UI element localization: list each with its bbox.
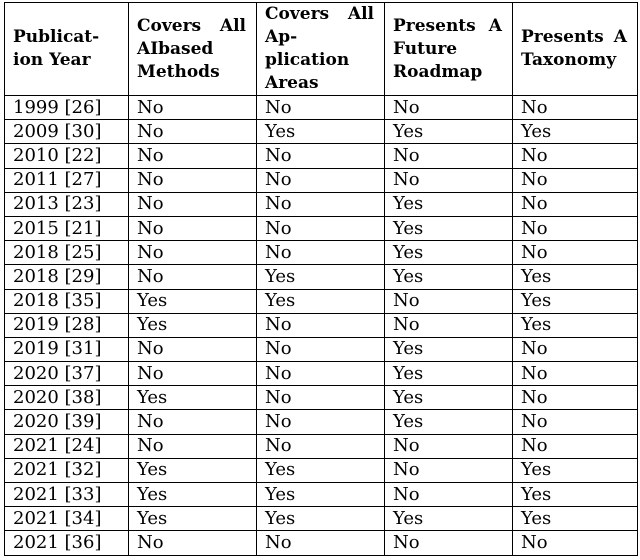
- application-areas-cell: Yes: [257, 289, 385, 313]
- table-row: [5, 289, 638, 313]
- application-areas-cell: No: [257, 96, 385, 120]
- future-roadmap-cell: No: [385, 168, 513, 192]
- header-covers-application-areas: Covers All Application Areas: [257, 3, 385, 96]
- application-areas-cell: No: [257, 241, 385, 265]
- ai-methods-cell: Yes: [129, 289, 257, 313]
- taxonomy-cell: No: [513, 144, 638, 168]
- application-areas-cell: No: [257, 313, 385, 337]
- future-roadmap-cell: Yes: [385, 507, 513, 531]
- taxonomy-cell: Yes: [513, 313, 638, 337]
- application-areas-cell: Yes: [257, 507, 385, 531]
- future-roadmap-cell: Yes: [385, 216, 513, 240]
- future-roadmap-cell: No: [385, 483, 513, 507]
- ai-methods-cell: No: [129, 531, 257, 555]
- future-roadmap-cell: No: [385, 531, 513, 555]
- taxonomy-cell: Yes: [513, 483, 638, 507]
- ai-methods-cell: No: [129, 216, 257, 240]
- table-row: [5, 434, 638, 458]
- taxonomy-cell: No: [513, 192, 638, 216]
- future-roadmap-cell: No: [385, 144, 513, 168]
- taxonomy-cell: Yes: [513, 507, 638, 531]
- table-row: [5, 168, 638, 192]
- ai-methods-cell: Yes: [129, 458, 257, 482]
- ai-methods-cell: No: [129, 362, 257, 386]
- publication-year-cell: 2020 [38]: [5, 386, 129, 410]
- future-roadmap-cell: No: [385, 96, 513, 120]
- taxonomy-cell: No: [513, 96, 638, 120]
- ai-methods-cell: No: [129, 410, 257, 434]
- taxonomy-cell: No: [513, 337, 638, 361]
- application-areas-cell: No: [257, 362, 385, 386]
- taxonomy-cell: Yes: [513, 265, 638, 289]
- future-roadmap-cell: Yes: [385, 192, 513, 216]
- publication-year-cell: 2013 [23]: [5, 192, 129, 216]
- ai-methods-cell: Yes: [129, 507, 257, 531]
- publication-year-cell: 2018 [29]: [5, 265, 129, 289]
- publication-year-cell: 2020 [37]: [5, 362, 129, 386]
- taxonomy-cell: No: [513, 241, 638, 265]
- table-row: [5, 313, 638, 337]
- table-row: [5, 120, 638, 144]
- publication-year-cell: 2011 [27]: [5, 168, 129, 192]
- ai-methods-cell: Yes: [129, 313, 257, 337]
- future-roadmap-cell: Yes: [385, 386, 513, 410]
- application-areas-cell: No: [257, 531, 385, 555]
- ai-methods-cell: No: [129, 96, 257, 120]
- table-row: [5, 265, 638, 289]
- application-areas-cell: No: [257, 216, 385, 240]
- taxonomy-cell: Yes: [513, 289, 638, 313]
- publication-year-cell: 2021 [33]: [5, 483, 129, 507]
- future-roadmap-cell: No: [385, 289, 513, 313]
- future-roadmap-cell: Yes: [385, 120, 513, 144]
- table-header: [5, 3, 638, 96]
- publication-year-cell: 1999 [26]: [5, 96, 129, 120]
- publication-year-cell: 2018 [35]: [5, 289, 129, 313]
- ai-methods-cell: No: [129, 434, 257, 458]
- taxonomy-cell: No: [513, 362, 638, 386]
- future-roadmap-cell: Yes: [385, 410, 513, 434]
- future-roadmap-cell: Yes: [385, 362, 513, 386]
- taxonomy-cell: No: [513, 531, 638, 555]
- future-roadmap-cell: No: [385, 458, 513, 482]
- publication-year-cell: 2019 [31]: [5, 337, 129, 361]
- table-row: [5, 144, 638, 168]
- header-future-roadmap: Presents A Future Roadmap: [385, 3, 513, 96]
- ai-methods-cell: No: [129, 241, 257, 265]
- publication-year-cell: 2021 [34]: [5, 507, 129, 531]
- publication-year-cell: 2018 [25]: [5, 241, 129, 265]
- taxonomy-cell: No: [513, 410, 638, 434]
- comparison-table: [4, 2, 638, 556]
- application-areas-cell: No: [257, 144, 385, 168]
- application-areas-cell: Yes: [257, 458, 385, 482]
- table-row: [5, 507, 638, 531]
- table-row: [5, 458, 638, 482]
- publication-year-cell: 2015 [21]: [5, 216, 129, 240]
- application-areas-cell: No: [257, 434, 385, 458]
- taxonomy-cell: Yes: [513, 458, 638, 482]
- taxonomy-cell: No: [513, 168, 638, 192]
- header-taxonomy: Presents A Taxonomy: [513, 3, 638, 96]
- future-roadmap-cell: No: [385, 434, 513, 458]
- application-areas-cell: No: [257, 192, 385, 216]
- table-row: [5, 483, 638, 507]
- publication-year-cell: 2020 [39]: [5, 410, 129, 434]
- ai-methods-cell: No: [129, 120, 257, 144]
- header-covers-ai-methods: Covers All AIbased Methods: [129, 3, 257, 96]
- future-roadmap-cell: Yes: [385, 337, 513, 361]
- ai-methods-cell: No: [129, 192, 257, 216]
- table-row: [5, 216, 638, 240]
- application-areas-cell: No: [257, 410, 385, 434]
- ai-methods-cell: No: [129, 265, 257, 289]
- table-row: [5, 410, 638, 434]
- taxonomy-cell: No: [513, 434, 638, 458]
- table-row: [5, 337, 638, 361]
- application-areas-cell: No: [257, 168, 385, 192]
- ai-methods-cell: No: [129, 337, 257, 361]
- application-areas-cell: No: [257, 386, 385, 410]
- table-row: [5, 386, 638, 410]
- application-areas-cell: Yes: [257, 120, 385, 144]
- ai-methods-cell: Yes: [129, 386, 257, 410]
- taxonomy-cell: No: [513, 386, 638, 410]
- header-publication-year: Publication Year: [5, 3, 129, 96]
- future-roadmap-cell: Yes: [385, 241, 513, 265]
- table-row: [5, 362, 638, 386]
- ai-methods-cell: No: [129, 144, 257, 168]
- future-roadmap-cell: No: [385, 313, 513, 337]
- application-areas-cell: No: [257, 337, 385, 361]
- publication-year-cell: 2021 [36]: [5, 531, 129, 555]
- publication-year-cell: 2010 [22]: [5, 144, 129, 168]
- taxonomy-cell: No: [513, 216, 638, 240]
- publication-year-cell: 2021 [32]: [5, 458, 129, 482]
- table-row: [5, 96, 638, 120]
- table-body: [5, 96, 638, 556]
- publication-year-cell: 2021 [24]: [5, 434, 129, 458]
- application-areas-cell: Yes: [257, 483, 385, 507]
- publication-year-cell: 2019 [28]: [5, 313, 129, 337]
- application-areas-cell: Yes: [257, 265, 385, 289]
- future-roadmap-cell: Yes: [385, 265, 513, 289]
- table-row: [5, 531, 638, 555]
- publication-year-cell: 2009 [30]: [5, 120, 129, 144]
- table-row: [5, 241, 638, 265]
- header-row: [5, 3, 638, 96]
- taxonomy-cell: Yes: [513, 120, 638, 144]
- ai-methods-cell: Yes: [129, 483, 257, 507]
- ai-methods-cell: No: [129, 168, 257, 192]
- table-row: [5, 192, 638, 216]
